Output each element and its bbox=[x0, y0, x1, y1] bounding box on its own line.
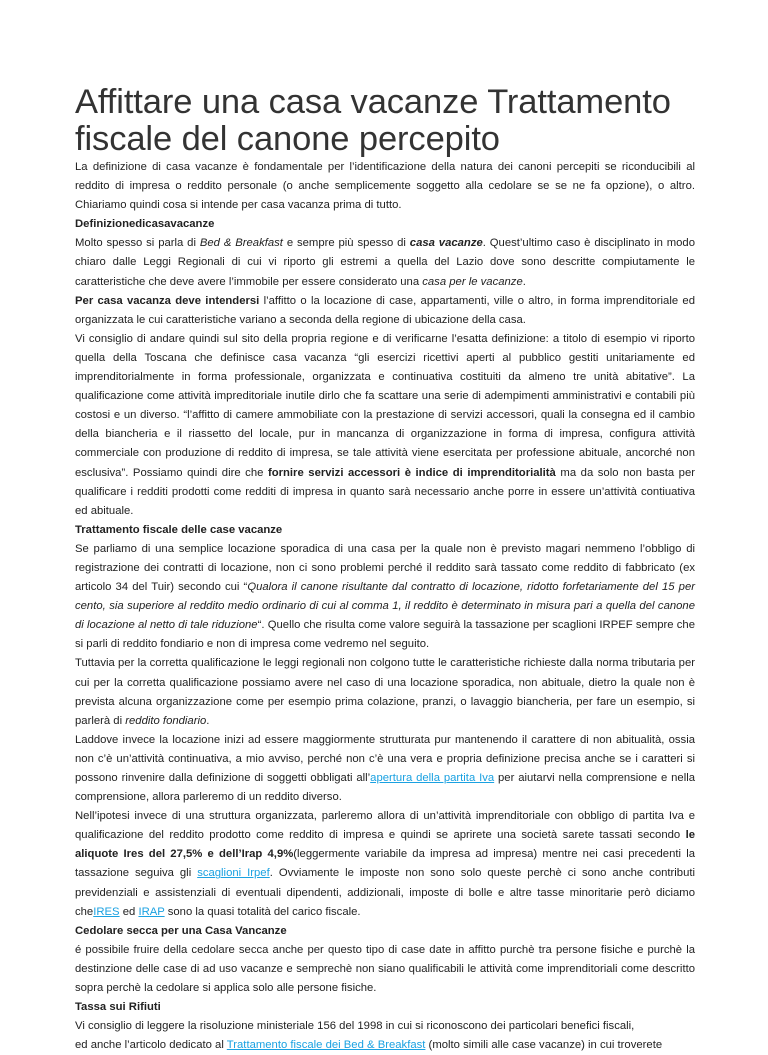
paragraph-rifiuti: Vi consiglio di leggere la risoluzione ministeriale 156 del 1998 in cui si riconoscono dei particolari benefici fiscali, ed anche l’articolo dedicato al Trattamento fiscale dei Bed & Breakfast (molto simili alle case vacanze) in cui troverete bbox=[75, 1020, 663, 1052]
paragraph-locazione: Se parliamo di una semplice locazione sporadica di una casa per la quale non è previsto magari nemmeno l’obbligo di registrazione dei contratti di locazione, non ci sono problemi perché il reddito sarà tassato come reddito di fabbricato (ex articolo 34 del Tuir) secondo cui “Qualora il canone risultante dal contratto di locazione, ridotto forfetariamente del 15 per cento, sia superiore al reddito medio ordinario di cui al comma 1, il reddito è determinato in misura pari a quella del canone di locazione al netto di tale riduzione“. Quello che risulta come valore seguirà la tassazione per scaglioni IRPEF sempre che si parli di reddito fondiario e non di impresa come vedremo nel seguito. bbox=[75, 542, 695, 651]
paragraph-casa-vacanza: Per casa vacanza deve intendersi l’affitto o la locazione di case, appartamenti, ville o altro, in forma imprenditoriale ed organizzata le cui caratteristiche variano a seconda della regione di ubicazione della casa. bbox=[75, 294, 695, 326]
paragraph-toscana: Vi consiglio di andare quindi sul sito della propria regione e di verificarne l’esatta definizione: a titolo di esempio vi riporto quella della Toscana che definisce casa vacanza “gli esercizi ricettivi aperti al pubblico gestiti unitariamente ed imprenditorialmente in forma professionale, organizzata e continuativa costituiti da almeno tre unità abitative”. La qualificazione come attività impreditoriale inutile dirlo che fa scattare una serie di adempimenti amministrativi e contabili più costosi e un diverso. “l’affitto di camere ammobiliate con la prestazione di servizi accessori, quali la consegna ed il cambio della biancheria e il riassetto del locale, pur in mancanza di organizzazione in forma di impresa, configura attività commerciale con produzione di reddito di impresa, se tale attività viene esercitata per professione abituale, ancorché non esclusiva”. Possiamo quindi dire che fornire servizi accessori è indice di imprenditorialità ma da solo non basta per qualificare i redditi prodotti come redditi di impresa in quanto sarà necessario anche porre in essere un’attività contiuativa ed abituale. bbox=[75, 332, 695, 517]
paragraph-intro: La definizione di casa vacanze è fondamentale per l’identificazione della natura dei canoni percepiti se riconducibili al reddito di impresa o reddito personale (o anche semplicemente soggetto alla cedolare se se ne fa opzione), o altro. Chiariamo quindi cosa si intende per casa vacanza prima di tutto. bbox=[75, 161, 695, 212]
article-body bbox=[75, 158, 695, 1055]
document bbox=[75, 84, 695, 1055]
paragraph-impresa: Nell’ipotesi invece di una struttura organizzata, parleremo allora di un’attività imprenditoriale con obbligo di partita Iva e qualificazione del reddito prodotto come reddito di impresa e quindi se aprirete una società sarete tassati secondo le aliquote Ires del 27,5% e dell’Irap 4,9%(leggermente variabile da impresa ad impresa) mentre nei casi precedenti la tassazione seguiva gli scaglioni Irpef. Ovviamente le imposte non sono solo queste perchè ci sono anche contributi previdenziali e assistenziali di eventuali dipendenti, addizionali, imposte di bolle e altre tasse minoritarie però diciamo cheIRES ed IRAP sono la quasi totalità del carico fiscale. bbox=[75, 810, 696, 918]
link-trattamento-bnb[interactable]: Trattamento fiscale dei Bed & Breakfast bbox=[226, 1039, 426, 1052]
paragraph-cedolare: é possibile fruire della cedolare secca anche per questo tipo di case date in affitto purchè tra persone fisiche e purchè la destinzione delle case di ad uso vacanze e semprechè non siano qualificabili le attività come imprenditoriali come descritto sopra perchè la cedolare si applica solo alle persone fisiche. bbox=[75, 943, 695, 995]
paragraph-bnb: Molto spesso si parla di Bed & Breakfast e sempre più spesso di casa vacanze. Quest’ultimo caso è disciplinato in modo chiaro dalle Leggi Regionali di cui vi riporto gli estremi a quella del Lazio dove sono descritte compiutamente le caratteristiche che deve avere l’immobile per essere considerato una casa per le vacanze. bbox=[75, 237, 695, 288]
link-irap[interactable]: IRAP bbox=[138, 905, 165, 918]
heading-definizione: Definizionedicasavacanze bbox=[75, 218, 215, 231]
link-ires[interactable]: IRES bbox=[93, 905, 120, 918]
heading-trattamento: Trattamento fiscale delle case vacanze bbox=[75, 523, 283, 536]
heading-cedolare: Cedolare secca per una Casa Vancanze bbox=[75, 924, 287, 937]
paragraph-qualificazione: Tuttavia per la corretta qualificazione le leggi regionali non colgono tutte le caratteristiche richieste dalla norma tributaria per cui per la corretta qualificazione possiamo avere nel caso di una locazione sporadica, non abituale, dietro la quale non è prevista alcuna organizzazione come per esempio prima colazione, pranzi, o lavaggio biancheria, per fare un esempio, si parlerà di reddito fondiario. bbox=[75, 657, 695, 727]
paragraph-reddito-diverso: Laddove invece la locazione inizi ad essere maggiormente strutturata pur mantenendo il carattere di non abitualità, ossia non c’è un’attività continuativa, a mio avviso, perché non c’è una vera e propria definizione precisa anche se i caratteri si possono rinvenire dalla definizione di soggetti obbligati all’apertura della partita Iva per aiutarvi nella comprensione e nella comprensione, allora parleremo di un reddito diverso. bbox=[75, 733, 696, 804]
page-title: Affittare una casa vacanze Trattamento fiscale del canone percepito bbox=[75, 83, 671, 158]
link-apertura-partita-iva[interactable]: apertura della partita Iva bbox=[370, 772, 495, 784]
heading-tassa-rifiuti: Tassa sui Rifiuti bbox=[75, 1001, 161, 1014]
link-scaglioni-irpef[interactable]: scaglioni Irpef bbox=[197, 867, 270, 880]
